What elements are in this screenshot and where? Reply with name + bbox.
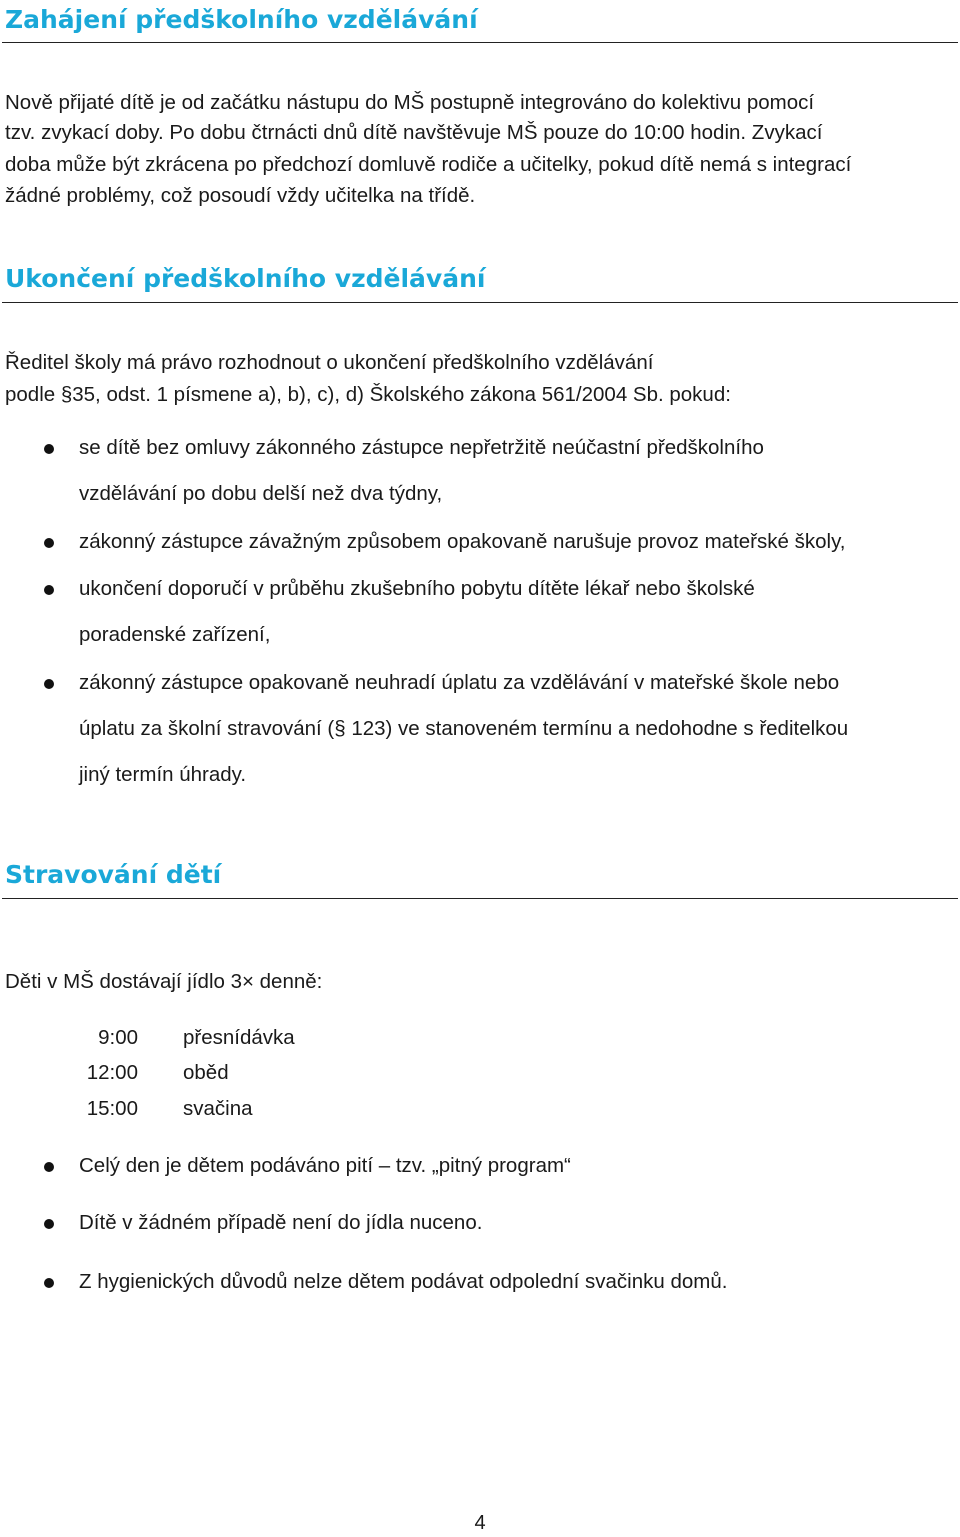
list-item-line: zákonný zástupce závažným způsobem opakovaně narušuje provoz mateřské školy, bbox=[79, 530, 846, 553]
list-item-line: poradenské zařízení, bbox=[79, 623, 271, 646]
meal-name: oběd bbox=[183, 1061, 229, 1084]
list-item-line: zákonný zástupce opakovaně neuhradí úplatu za vzdělávání v mateřské škole nebo bbox=[79, 671, 840, 694]
meal-name: svačina bbox=[183, 1097, 253, 1120]
meals-list-item: Celý den je dětem podáváno pití – tzv. „pitný program“ bbox=[79, 1154, 571, 1177]
bullet bbox=[44, 538, 54, 548]
list-item-line: úplatu za školní stravování (§ 123) ve stanoveném termínu a nedohodne s ředitelkou bbox=[79, 717, 849, 740]
heading-end: Ukončení předškolního vzdělávání bbox=[5, 264, 486, 293]
bullet bbox=[44, 1162, 54, 1172]
paragraph-line: tzv. zvykací doby. Po dobu čtrnácti dnů dítě navštěvuje MŠ pouze do 10:00 hodin. Zvykací bbox=[5, 121, 823, 144]
paragraph-line: žádné problémy, což posoudí vždy učitelka na třídě. bbox=[5, 184, 476, 207]
heading-rule bbox=[2, 302, 958, 303]
bullet bbox=[44, 1278, 54, 1288]
paragraph-line: podle §35, odst. 1 písmene a), b), c), d) Školského zákona 561/2004 Sb. pokud: bbox=[5, 383, 731, 406]
bullet bbox=[44, 585, 54, 595]
meals-intro: Děti v MŠ dostávají jídlo 3× denně: bbox=[5, 970, 323, 993]
list-item-line: ukončení doporučí v průběhu zkušebního pobytu dítěte lékař nebo školské bbox=[79, 577, 755, 600]
heading-start: Zahájení předškolního vzdělávání bbox=[5, 5, 478, 34]
meal-time: 9:00 bbox=[98, 1026, 138, 1049]
meals-list-item: Dítě v žádném případě není do jídla nuceno. bbox=[79, 1211, 483, 1234]
heading-rule bbox=[2, 42, 958, 43]
meal-name: přesnídávka bbox=[183, 1026, 295, 1049]
bullet bbox=[44, 444, 54, 454]
meal-time: 12:00 bbox=[86, 1061, 138, 1084]
paragraph-line: doba může být zkrácena po předchozí domluvě rodiče a učitelky, pokud dítě nemá s integrací bbox=[5, 153, 852, 176]
heading-meals: Stravování dětí bbox=[5, 860, 222, 889]
bullet bbox=[44, 1219, 54, 1229]
meal-time: 15:00 bbox=[86, 1097, 138, 1120]
heading-rule bbox=[2, 898, 958, 899]
paragraph-line: Nově přijaté dítě je od začátku nástupu do MŠ postupně integrováno do kolektivu pomocí bbox=[5, 91, 815, 114]
page-number: 4 bbox=[474, 1512, 486, 1534]
bullet bbox=[44, 679, 54, 689]
paragraph-line: Ředitel školy má právo rozhodnout o ukončení předškolního vzdělávání bbox=[5, 351, 654, 374]
meals-list-item: Z hygienických důvodů nelze dětem podávat odpolední svačinku domů. bbox=[79, 1270, 728, 1293]
list-item-line: jiný termín úhrady. bbox=[79, 763, 247, 786]
list-item-line: vzdělávání po dobu delší než dva týdny, bbox=[79, 482, 443, 505]
list-item-line: se dítě bez omluvy zákonného zástupce nepřetržitě neúčastní předškolního bbox=[79, 436, 764, 459]
